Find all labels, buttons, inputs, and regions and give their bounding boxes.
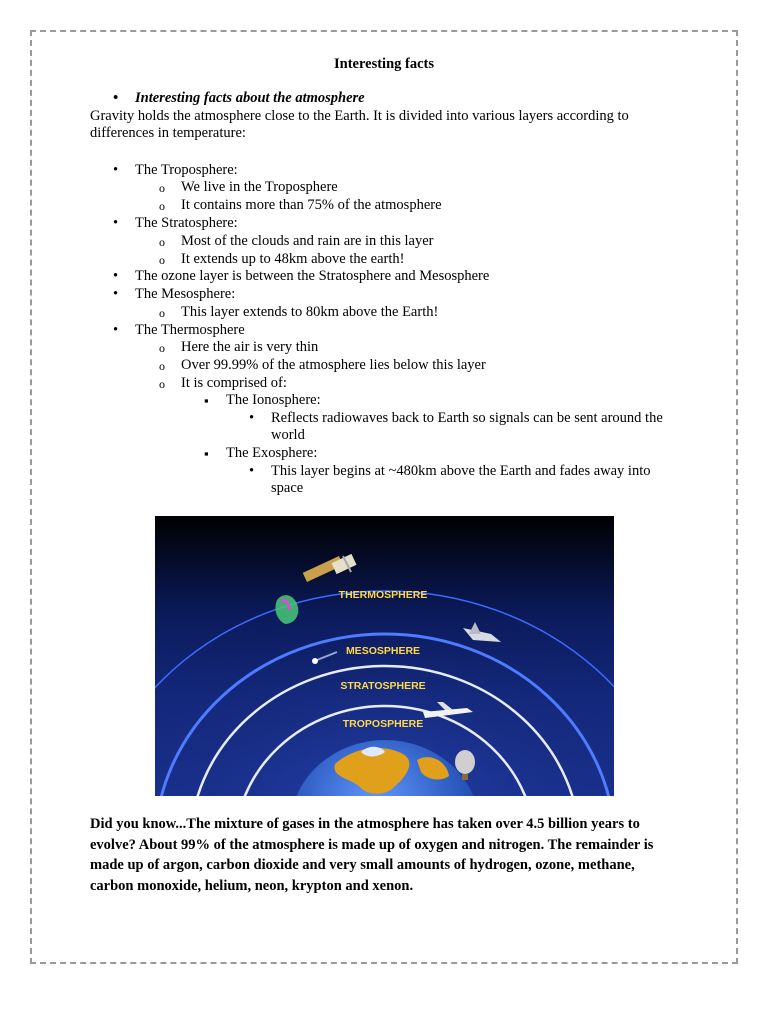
list-subitem: o It contains more than 75% of the atmosphere	[181, 197, 442, 214]
list-subitem: o We live in the Troposphere	[181, 179, 338, 196]
list-item-stratosphere: • The Stratosphere:	[135, 215, 238, 232]
list-item-thermosphere: • The Thermosphere	[135, 322, 245, 339]
section-heading: • Interesting facts about the atmosphere	[135, 90, 365, 107]
list-subitem: o This layer extends to 80km above the Earth!	[181, 304, 438, 321]
list-item-exosphere: ▪ The Exosphere:	[226, 445, 317, 462]
list-subitem: o Most of the clouds and rain are in this layer	[181, 233, 433, 250]
atmosphere-diagram	[155, 516, 614, 796]
atmosphere-svg	[155, 516, 614, 796]
list-item-ionosphere: ▪ The Ionosphere:	[226, 392, 321, 409]
list-subitem: o It extends up to 48km above the earth!	[181, 251, 404, 268]
did-you-know-paragraph: Did you know...The mixture of gases in the atmosphere has taken over 4.5 billion years to evolve? About 99% of the atmosphere is made up of oxygen and nitrogen. The remainder is made up of argon, carbon dioxide and very small amounts of hydrogen, ozone, methane, carbon monoxide, helium, neon, krypton and xenon.	[90, 816, 654, 894]
list-subitem: o Over 99.99% of the atmosphere lies below this layer	[181, 357, 486, 374]
label-mesosphere: MESOSPHERE	[345, 645, 421, 657]
intro-paragraph: Gravity holds the atmosphere close to the Earth. It is divided into various layers according to differences in temperature:	[90, 108, 629, 141]
label-thermosphere: THERMOSPHERE	[338, 589, 428, 601]
list-subitem: o Here the air is very thin	[181, 339, 318, 356]
list-detail-exosphere: • This layer begins at ~480km above the Earth and fades away into space	[271, 463, 671, 497]
list-detail-ionosphere: • Reflects radiowaves back to Earth so signals can be sent around the world	[271, 410, 671, 444]
label-stratosphere: STRATOSPHERE	[340, 680, 426, 692]
page-title: Interesting facts	[333, 56, 434, 72]
list-item-troposphere: • The Troposphere:	[135, 162, 238, 179]
label-troposphere: TROPOSPHERE	[342, 718, 424, 730]
list-item-ozone: • The ozone layer is between the Stratosphere and Mesosphere	[135, 268, 489, 285]
list-subitem: o It is comprised of:	[181, 375, 287, 392]
list-item-mesosphere: • The Mesosphere:	[135, 286, 235, 303]
